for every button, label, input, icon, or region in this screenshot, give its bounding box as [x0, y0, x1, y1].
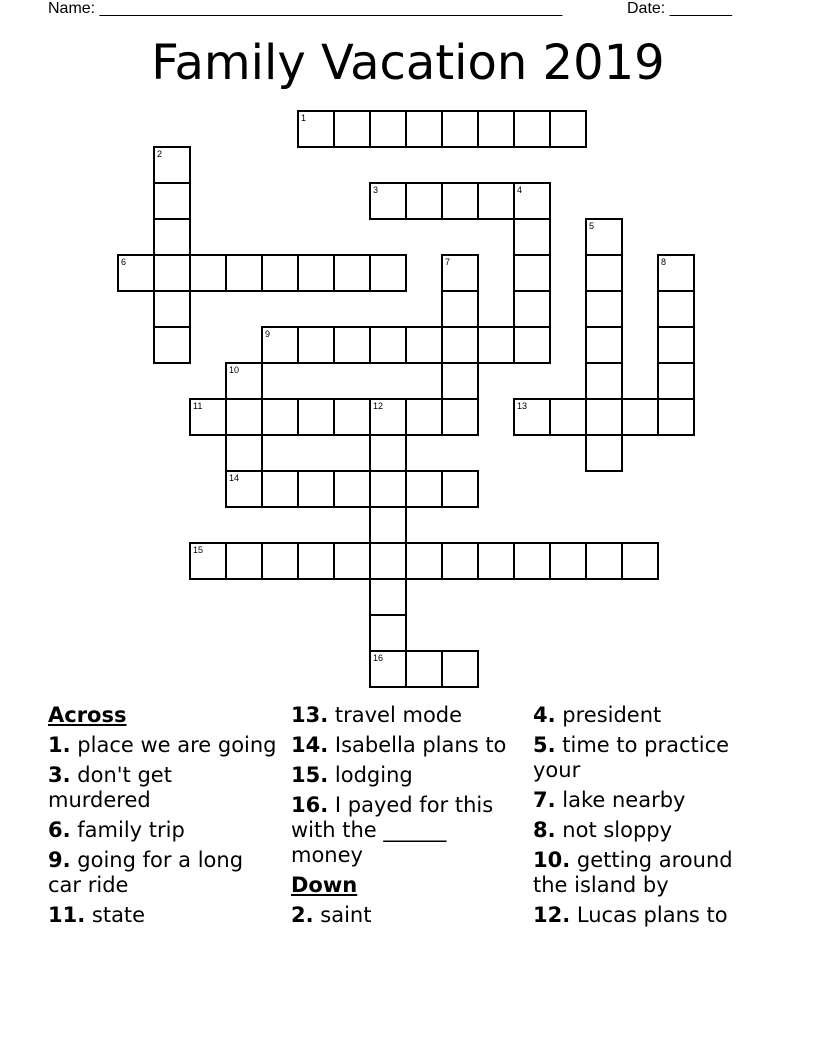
- clue-down-7: 7. lake nearby: [533, 788, 686, 812]
- grid-cell[interactable]: [405, 182, 443, 220]
- grid-cell[interactable]: [405, 110, 443, 148]
- clue-across-6: 6. family trip: [48, 818, 185, 842]
- clue-column-1: [48, 703, 280, 933]
- clue-number: 3: [373, 185, 379, 195]
- grid-cell[interactable]: [369, 506, 407, 544]
- grid-cell[interactable]: [405, 326, 443, 364]
- header: [48, 0, 768, 20]
- grid-cell[interactable]: [441, 542, 479, 580]
- clue-down-12: 12. Lucas plans to: [533, 903, 728, 927]
- grid-cell[interactable]: [621, 398, 659, 436]
- grid-cell[interactable]: [441, 326, 479, 364]
- clue-column-2: [291, 703, 523, 933]
- grid-cell[interactable]: [621, 542, 659, 580]
- clue-number: 2: [157, 149, 163, 159]
- across-heading: Across: [48, 703, 127, 727]
- grid-cell[interactable]: [513, 542, 551, 580]
- grid-cell[interactable]: [405, 650, 443, 688]
- grid-cell[interactable]: [441, 110, 479, 148]
- clue-across-15: 15. lodging: [291, 763, 413, 787]
- grid-cell[interactable]: [117, 254, 155, 292]
- grid-cell[interactable]: [153, 182, 191, 220]
- grid-cell[interactable]: [369, 650, 407, 688]
- grid-cell[interactable]: [405, 398, 443, 436]
- grid-cell[interactable]: [585, 326, 623, 364]
- grid-cell[interactable]: [657, 254, 695, 292]
- grid-cell[interactable]: [369, 542, 407, 580]
- grid-cell[interactable]: [189, 542, 227, 580]
- grid-cell[interactable]: [405, 542, 443, 580]
- grid-cell[interactable]: [369, 614, 407, 652]
- grid-cell[interactable]: [585, 218, 623, 256]
- grid-cell[interactable]: [477, 110, 515, 148]
- grid-cell[interactable]: [441, 254, 479, 292]
- grid-cell[interactable]: [369, 254, 407, 292]
- grid-cell[interactable]: [261, 398, 299, 436]
- clue-number: 11: [193, 401, 203, 411]
- grid-cell[interactable]: [657, 326, 695, 364]
- grid-cell[interactable]: [585, 542, 623, 580]
- grid-cell[interactable]: [153, 290, 191, 328]
- clue-number: 16: [373, 653, 384, 663]
- grid-cell[interactable]: [513, 218, 551, 256]
- grid-cell[interactable]: [333, 470, 371, 508]
- clue-number: 4: [517, 185, 523, 195]
- clue-number: 13: [517, 401, 528, 411]
- clue-number: 10: [229, 365, 240, 375]
- grid-cell[interactable]: [297, 326, 335, 364]
- grid-cell[interactable]: [333, 254, 371, 292]
- clue-number: 8: [661, 257, 667, 267]
- grid-cell[interactable]: [441, 470, 479, 508]
- clue-across-3: 3. don't get murdered: [48, 763, 172, 812]
- grid-cell[interactable]: [333, 542, 371, 580]
- grid-cell[interactable]: [441, 362, 479, 400]
- clue-down-2: 2. saint: [291, 903, 372, 927]
- clue-across-16: 16. I payed for this with the ______ money: [291, 793, 494, 867]
- grid-cell[interactable]: [225, 362, 263, 400]
- grid-cell[interactable]: [189, 398, 227, 436]
- grid-cell[interactable]: [585, 362, 623, 400]
- grid-cell[interactable]: [513, 110, 551, 148]
- grid-cell[interactable]: [513, 290, 551, 328]
- grid-cell[interactable]: [657, 290, 695, 328]
- grid-cell[interactable]: [585, 254, 623, 292]
- grid-cell[interactable]: [225, 470, 263, 508]
- grid-cell[interactable]: [261, 326, 299, 364]
- grid-cell[interactable]: [477, 542, 515, 580]
- grid-cell[interactable]: [657, 362, 695, 400]
- clue-number: 7: [445, 257, 451, 267]
- grid-cell[interactable]: [225, 434, 263, 472]
- grid-cell[interactable]: [297, 398, 335, 436]
- date-field-label[interactable]: Date: _______: [627, 0, 732, 17]
- name-field-label[interactable]: Name: ____________________________________________________: [48, 0, 563, 17]
- grid-cell[interactable]: [477, 326, 515, 364]
- clue-number: 9: [265, 329, 271, 339]
- grid-cell[interactable]: [513, 254, 551, 292]
- clue-number: 14: [229, 473, 240, 483]
- clue-number: 6: [121, 257, 127, 267]
- grid-cell[interactable]: [513, 326, 551, 364]
- grid-cell[interactable]: [369, 470, 407, 508]
- grid-cell[interactable]: [441, 290, 479, 328]
- clue-down-10: 10. getting around the island by: [533, 848, 733, 897]
- grid-cell[interactable]: [657, 398, 695, 436]
- grid-cell[interactable]: [369, 326, 407, 364]
- clue-across-1: 1. place we are going: [48, 733, 277, 757]
- clue-across-14: 14. Isabella plans to: [291, 733, 507, 757]
- grid-cell[interactable]: [333, 110, 371, 148]
- grid-cell[interactable]: [585, 434, 623, 472]
- grid-cell[interactable]: [369, 182, 407, 220]
- grid-cell[interactable]: [153, 326, 191, 364]
- clue-down-5: 5. time to practice your: [533, 733, 730, 782]
- grid-cell[interactable]: [153, 146, 191, 184]
- clue-column-3: [533, 703, 773, 933]
- clue-down-4: 4. president: [533, 703, 662, 727]
- grid-cell[interactable]: [333, 326, 371, 364]
- page-title: Family Vacation 2019: [151, 35, 665, 91]
- grid-cell[interactable]: [477, 182, 515, 220]
- grid-cell[interactable]: [549, 110, 587, 148]
- grid-cell[interactable]: [153, 254, 191, 292]
- down-heading: Down: [291, 873, 358, 897]
- clue-number: 5: [589, 221, 595, 231]
- grid-cell[interactable]: [153, 218, 191, 256]
- grid-cell[interactable]: [297, 110, 335, 148]
- clue-number: 15: [193, 545, 204, 555]
- clue-number: 12: [373, 401, 384, 411]
- grid-cell[interactable]: [549, 542, 587, 580]
- grid-cell[interactable]: [297, 542, 335, 580]
- grid-cell[interactable]: [297, 470, 335, 508]
- grid-cell[interactable]: [513, 398, 551, 436]
- grid-cell[interactable]: [585, 290, 623, 328]
- clue-across-13: 13. travel mode: [291, 703, 463, 727]
- grid-cell[interactable]: [225, 254, 263, 292]
- grid-cell[interactable]: [297, 254, 335, 292]
- grid-cell[interactable]: [189, 254, 227, 292]
- grid-cell[interactable]: [333, 398, 371, 436]
- grid-cell[interactable]: [549, 398, 587, 436]
- grid-cell[interactable]: [441, 182, 479, 220]
- clue-down-8: 8. not sloppy: [533, 818, 673, 842]
- grid-cell[interactable]: [261, 542, 299, 580]
- grid-cell[interactable]: [585, 398, 623, 436]
- grid-cell[interactable]: [441, 398, 479, 436]
- grid-cell[interactable]: [261, 470, 299, 508]
- clue-across-9: 9. going for a long car ride: [48, 848, 244, 897]
- clue-number: 1: [301, 113, 307, 123]
- clue-across-11: 11. state: [48, 903, 146, 927]
- grid-cell[interactable]: [369, 578, 407, 616]
- grid-cell[interactable]: [225, 542, 263, 580]
- grid-cell[interactable]: [369, 398, 407, 436]
- grid-cell[interactable]: [225, 398, 263, 436]
- grid-cell[interactable]: [441, 650, 479, 688]
- grid-cell[interactable]: [261, 254, 299, 292]
- grid-cell[interactable]: [405, 470, 443, 508]
- grid-cell[interactable]: [513, 182, 551, 220]
- grid-cell[interactable]: [369, 110, 407, 148]
- grid-cell[interactable]: [369, 434, 407, 472]
